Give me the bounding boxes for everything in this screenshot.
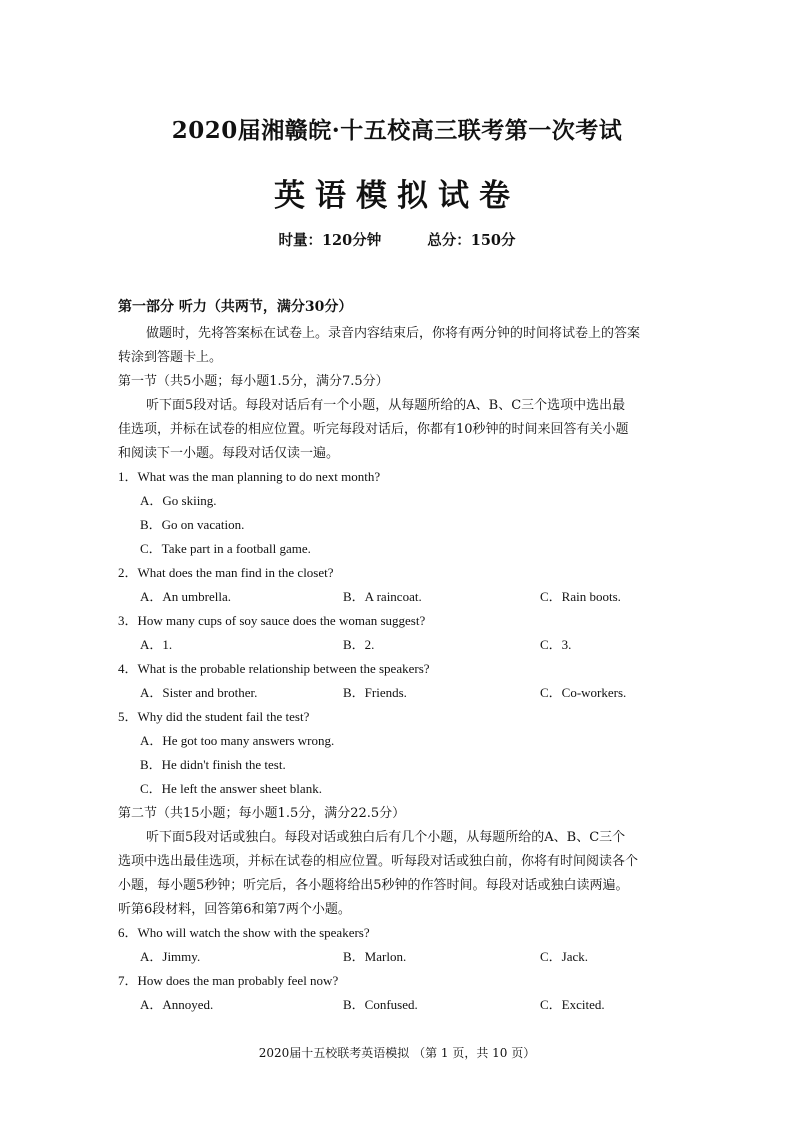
section1-line2: 佳选项，并标在试卷的相应位置。听完每段对话后，你都有10秒钟的时间来回答有关小题	[118, 422, 629, 437]
option-a: A．Jimmy.	[140, 949, 201, 964]
option-b: B．Marlon.	[343, 949, 407, 964]
section1-heading: 第一节（共5小题；每小题1.5分，满分7.5分）	[118, 374, 389, 389]
question-stem: 7．How does the man probably feel now?	[118, 973, 339, 988]
option-a: A．1.	[140, 637, 173, 652]
option-b: B．Confused.	[343, 997, 418, 1012]
option-c: C．Co-workers.	[540, 685, 627, 700]
section2-heading: 第二节（共15小题；每小题1.5分，满分22.5分）	[118, 806, 406, 821]
question-stem: 5．Why did the student fail the test?	[118, 709, 310, 724]
section2-line2: 选项中选出最佳选项，并标在试卷的相应位置。听每段对话或独白前，你将有时间阅读各个	[118, 854, 639, 869]
option-a: A．Sister and brother.	[140, 685, 258, 700]
option-b: B．2.	[343, 637, 375, 652]
option-c: C．Jack.	[540, 949, 589, 964]
option-c: C．3.	[540, 637, 572, 652]
option-b: B．He didn't finish the test.	[140, 757, 286, 772]
option-b: B．Go on vacation.	[140, 517, 245, 532]
option-c: C．Rain boots.	[540, 589, 621, 604]
time-limit: 时量：120分钟	[278, 232, 382, 249]
section1-line1: 听下面5段对话。每段对话后有一个小题，从每题所给的A、B、C三个选项中选出最	[146, 398, 626, 413]
total-score: 总分：150分	[427, 232, 516, 249]
section2-line3: 小题，每小题5秒钟；听完后，各小题将给出5秒钟的作答时间。每段对话或独白读两遍。	[118, 878, 629, 893]
exam-title: 2020届湘赣皖·十五校高三联考第一次考试	[171, 117, 623, 144]
page-footer: 2020届十五校联考英语模拟 （第 1 页，共 10 页）	[258, 1046, 536, 1060]
part1-intro-line2: 转涂到答题卡上。	[118, 350, 223, 365]
exam-subtitle: 英语模拟试卷	[274, 178, 520, 214]
question-stem: 6．Who will watch the show with the speakers?	[118, 925, 370, 940]
exam-meta	[0, 229, 794, 250]
option-a: A．Go skiing.	[140, 493, 217, 508]
option-a: A．He got too many answers wrong.	[140, 733, 335, 748]
option-b: B．Friends.	[343, 685, 407, 700]
option-c: C．Take part in a football game.	[140, 541, 311, 556]
question-stem: 4．What is the probable relationship between the speakers?	[118, 661, 430, 676]
question-stem: 3．How many cups of soy sauce does the woman suggest?	[118, 613, 426, 628]
question-stem: 1．What was the man planning to do next month?	[118, 469, 381, 484]
part1-intro-line1: 做题时，先将答案标在试卷上。录音内容结束后，你将有两分钟的时间将试卷上的答案	[146, 326, 641, 341]
question-stem: 2．What does the man find in the closet?	[118, 565, 334, 580]
option-a: A．Annoyed.	[140, 997, 214, 1012]
section2-line4: 听第6段材料，回答第6和第7两个小题。	[118, 902, 351, 917]
part1-heading: 第一部分 听力（共两节，满分30分）	[118, 299, 353, 315]
section1-line3: 和阅读下一小题。每段对话仅读一遍。	[118, 446, 340, 461]
option-a: A．An umbrella.	[140, 589, 231, 604]
section2-line1: 听下面5段对话或独白。每段对话或独白后有几个小题，从每题所给的A、B、C三个	[146, 830, 626, 845]
option-b: B．A raincoat.	[343, 589, 422, 604]
option-c: C．Excited.	[540, 997, 605, 1012]
option-c: C．He left the answer sheet blank.	[140, 781, 322, 796]
